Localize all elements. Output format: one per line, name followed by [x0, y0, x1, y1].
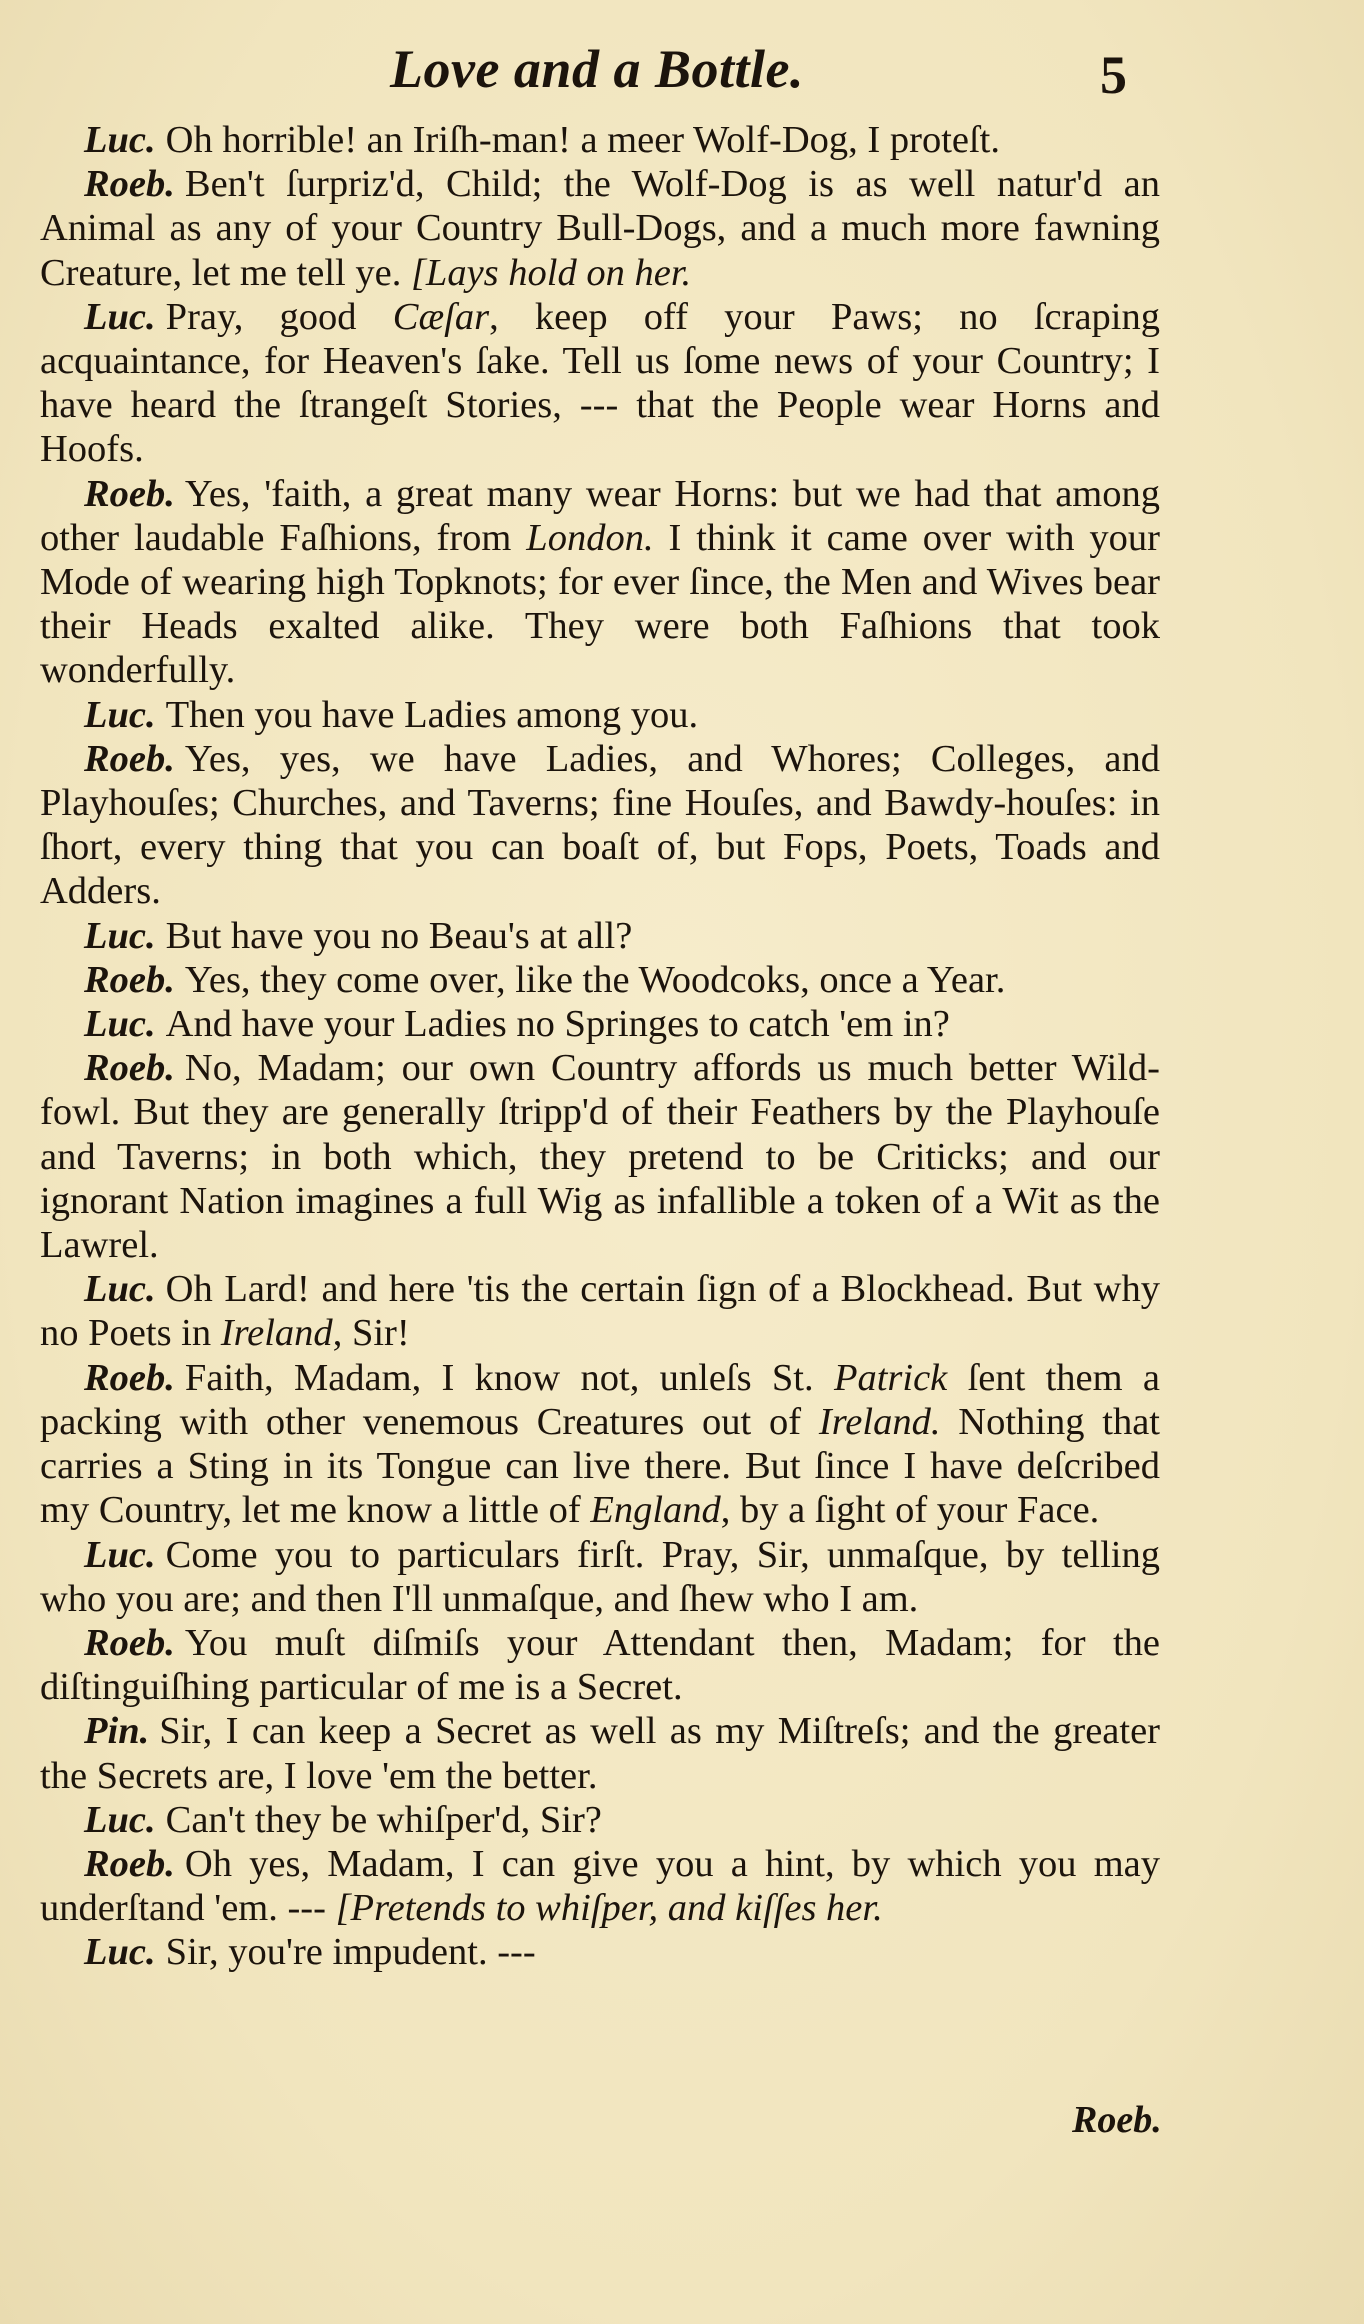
page-number: 5 — [1100, 45, 1127, 105]
italic-text: Cæſar — [392, 295, 490, 338]
dialogue-paragraph — [40, 914, 1160, 958]
catchword: Roeb. — [1072, 2099, 1162, 2141]
dialogue-paragraph — [40, 958, 1160, 1002]
dialogue-paragraph — [40, 737, 1160, 914]
dialogue-text: , by a ſight of your Face. — [720, 1489, 1100, 1532]
speaker-name: Luc. — [84, 295, 156, 338]
speaker-name: Luc. — [84, 119, 156, 161]
italic-text: England — [590, 1489, 721, 1532]
dialogue-text: Oh horrible! an Iriſh-man! a meer Wolf-Dog, I proteſt. — [165, 119, 1001, 161]
dialogue-paragraph — [40, 1842, 1160, 1930]
speaker-name: Roeb. — [84, 472, 175, 515]
dialogue-text: Sir, I can keep a Secret as well as my Miſtreſs; and the greater the Secrets are, I love 'em the better. — [40, 1710, 1160, 1797]
dialogue-text: Oh Lard! and here 'tis the certain ſign of a Blockhead. But why no Poets in — [40, 1268, 1160, 1355]
speaker-name: Roeb. — [84, 1842, 175, 1885]
speaker-name: Roeb. — [84, 1356, 175, 1399]
italic-text: Patrick — [833, 1356, 948, 1399]
dialogue-paragraph — [40, 1002, 1160, 1046]
dialogue-paragraph — [40, 1267, 1160, 1355]
dialogue-text: Come you to particulars firſt. Pray, Sir, unmaſque, by telling who you are; and then I'll unmaſque, and ſhew who I am. — [40, 1533, 1160, 1620]
speaker-name: Roeb. — [84, 1621, 175, 1664]
dialogue-text: Yes, yes, we have Ladies, and Whores; Colleges, and Playhouſes; Churches, and Taverns; fine Houſes, and Bawdy-houſes: in ſhort, every thing that you can boaſt of, but Fops, Poets, Toads and Adders. — [40, 737, 1160, 913]
speaker-name: Luc. — [84, 1533, 156, 1576]
dialogue-text: Pray, good — [165, 295, 393, 338]
dialogue-paragraph — [40, 295, 1160, 472]
dialogue-paragraph — [40, 472, 1160, 693]
dialogue-text: Sir, you're impudent. --- — [165, 1931, 536, 1974]
dialogue-text: Yes, 'faith, a great many wear Horns: but we had that among other laudable Faſhions, from — [40, 472, 1160, 559]
speaker-name: Roeb. — [84, 958, 175, 1001]
speaker-name: Luc. — [84, 1798, 156, 1841]
speaker-name: Luc. — [84, 1003, 156, 1046]
dialogue-text: But have you no Beau's at all? — [165, 914, 633, 957]
dialogue-text: Nothing that carries a Sting in its Tongue can live there. But ſince I have deſcribed my Country, let me know a little of — [40, 1400, 1160, 1532]
dialogue-paragraph — [40, 162, 1160, 295]
dialogue-paragraph — [40, 118, 1160, 162]
dialogue-text: Faith, Madam, I know not, unleſs St. — [184, 1356, 834, 1399]
dialogue-text: , keep off your Paws; no ſcraping acquaintance, for Heaven's ſake. Tell us ſome news of your Country; I have heard the ſtrangeſt Stories, --- that the People wear Horns and Hoofs. — [40, 295, 1160, 471]
dialogue-text: You muſt diſmiſs your Attendant then, Madam; for the diſtinguiſhing particular of me is a Secret. — [40, 1621, 1160, 1709]
dialogue-text: Yes, they come over, like the Woodcoks, once a Year. — [184, 958, 1006, 1001]
dialogue-text: And have your Ladies no Springes to catch 'em in? — [165, 1003, 950, 1046]
dialogue-text: Then you have Ladies among you. — [165, 693, 699, 736]
dialogue-text: Ben't ſurpriz'd, Child; the Wolf-Dog is as well natur'd an Animal as any of your Country Bull-Dogs, and a much more fawning Creature, let me tell ye. — [40, 163, 1160, 294]
speaker-name: Roeb. — [84, 737, 175, 780]
italic-text: Ireland. — [818, 1400, 941, 1443]
speaker-name: Roeb. — [84, 163, 175, 206]
italic-text: Ireland — [220, 1312, 333, 1355]
dialogue-text: Oh yes, Madam, I can give you a hint, by which you may underſtand 'em. --- — [40, 1842, 1160, 1930]
dialogue-paragraph — [40, 693, 1160, 737]
dialogue-paragraph — [40, 1930, 1160, 1974]
dialogue-text: ſent them a packing with other venemous Creatures out of — [40, 1356, 1160, 1443]
speaker-name: Luc. — [84, 914, 156, 957]
dialogue-paragraph — [40, 1709, 1160, 1797]
dialogue-text: , Sir! — [332, 1312, 410, 1355]
dialogue-paragraph — [40, 1533, 1160, 1621]
page-header — [0, 38, 1364, 108]
dialogue-paragraph — [40, 1621, 1160, 1709]
speaker-name: Pin. — [84, 1710, 150, 1753]
speaker-name: Luc. — [84, 693, 156, 736]
dialogue-paragraph — [40, 1798, 1160, 1842]
speaker-name: Luc. — [84, 1268, 156, 1311]
dialogue-text: No, Madam; our own Country affords us much better Wild-fowl. But they are generally ſtripp'd of their Feathers by the Playhouſe and Taverns; in both which, they pretend to be Criticks; and our ignorant Nation imagines a full Wig as infallible a token of a Wit as the Lawrel. — [40, 1047, 1160, 1267]
dialogue-text: I think it came over with your Mode of wearing high Topknots; for ever ſince, the Men and Wives bear their Heads exalted alike. They were both Faſhions that took wonderfully. — [40, 516, 1160, 692]
italic-text: [Pretends to whiſper, and kiſſes her. — [335, 1887, 883, 1930]
running-title: Love and a Bottle. — [390, 39, 804, 99]
dialogue-paragraph — [40, 1046, 1160, 1267]
speaker-name: Roeb. — [84, 1047, 175, 1090]
play-text — [40, 118, 1160, 1975]
dialogue-text: Can't they be whiſper'd, Sir? — [165, 1798, 602, 1841]
dialogue-paragraph — [40, 1356, 1160, 1533]
speaker-name: Luc. — [84, 1931, 156, 1974]
italic-text: [Lays hold on her. — [410, 251, 692, 294]
italic-text: London. — [526, 516, 654, 559]
